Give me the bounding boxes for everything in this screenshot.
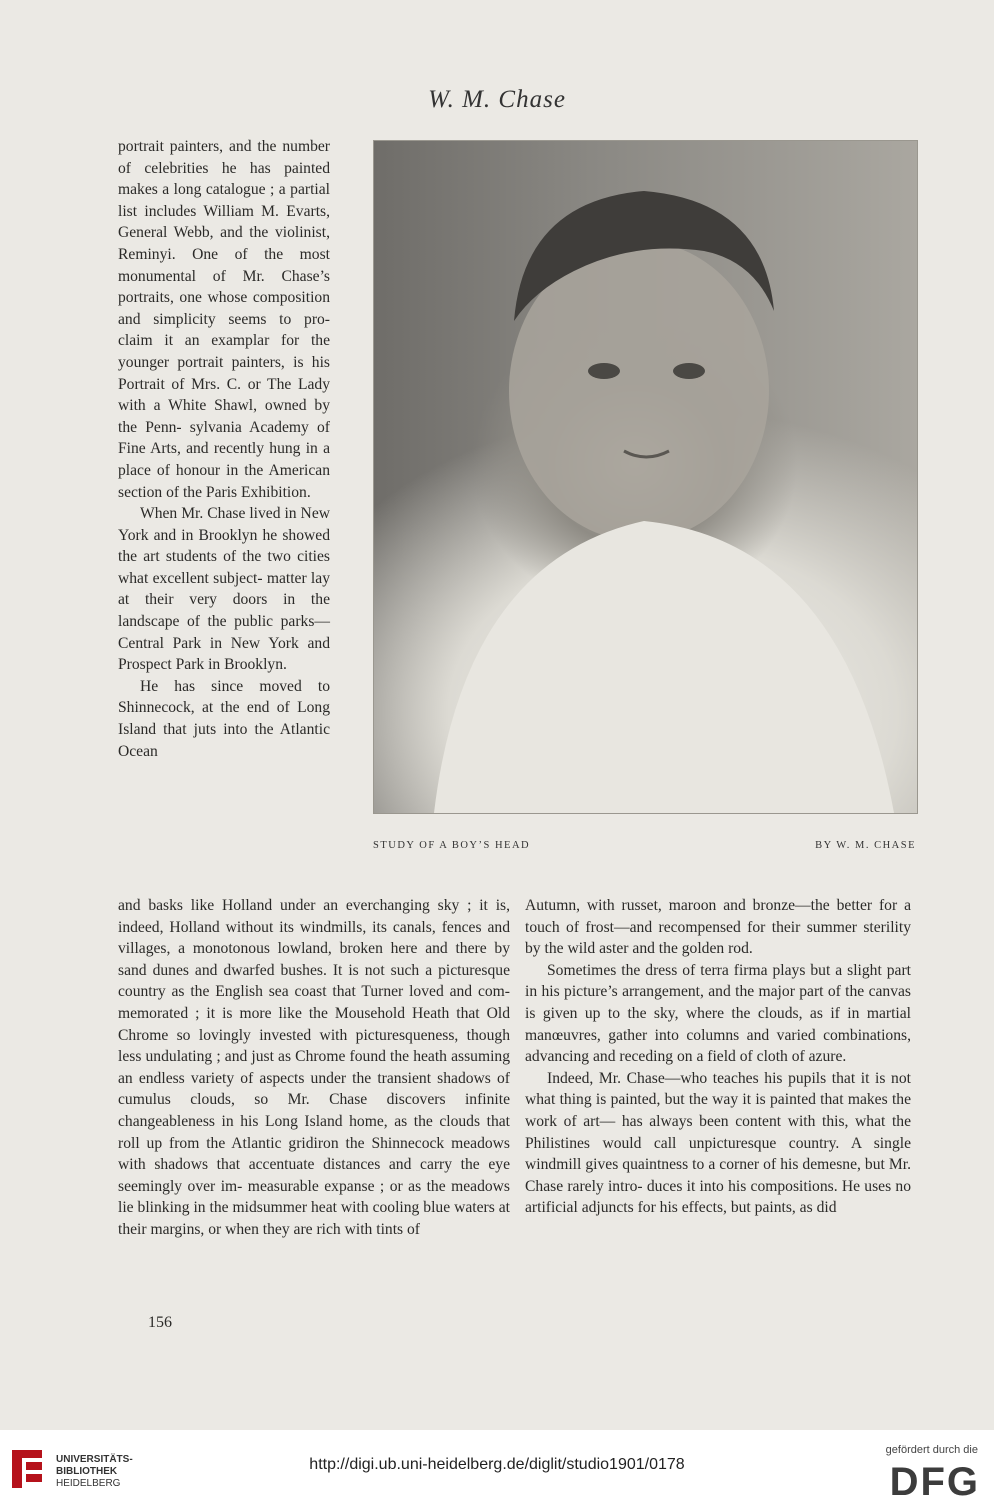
narrow-text-column — [118, 136, 330, 762]
paragraph: portrait painters, and the number of celebrities he has painted makes a long catalogue ; a partial list includes William M. Evarts, General Webb, and the violinist, Reminyi. One of the most monumental of Mr. Chase’s portraits, one whose composition and simplicity seems to pro- claim it an examplar for the younger portrait painters, is his Portrait of Mrs. C. or The Lady with a White Shawl, owned by the Penn- sylvania Academy of Fine Arts, and recently hung in a place of honour in the American section of the Paris Exhibition. — [118, 138, 330, 501]
footer-bar — [0, 1430, 994, 1508]
portrait-image — [373, 140, 918, 814]
figure-caption-title: STUDY OF A BOY’S HEAD — [373, 840, 531, 851]
page-number: 156 — [148, 1314, 172, 1331]
right-text-column — [525, 895, 911, 1219]
paragraph: Sometimes the dress of terra firma plays but a slight part in his picture’s arrangement, and the major part of the canvas is given up to the sky, where the clouds, as if in martial manœuvres, gather into columns and varied combinations, advancing and receding on a field of cloth of azure. — [525, 961, 911, 1066]
running-head: W. M. Chase — [428, 86, 566, 113]
paragraph: When Mr. Chase lived in New York and in Brooklyn he showed the art students of the two cities what excellent subject- matter lay at their very doors in the landscape of the public parks—Central Park in New York and Prospect Park in Brooklyn. — [118, 505, 330, 674]
funding-note: gefördert durch die — [885, 1444, 978, 1456]
paragraph: He has since moved to Shinnecock, at the end of Long Island that juts into the Atlantic Ocean — [118, 677, 330, 760]
paragraph: Autumn, with russet, maroon and bronze—the better for a touch of frost—and recompensed for their summer sterility by the wild aster and the golden rod. — [525, 897, 911, 958]
library-name-line: BIBLIOTHEK — [56, 1466, 118, 1477]
paragraph: Indeed, Mr. Chase—who teaches his pupils that it is not what thing is painted, but the way it is painted that makes the work of art— has always been content with this, what the Philistines would call unpicturesque country. A single windmill gives quaintness to a corner of his demesne, but Mr. Chase rarely intro- duces it into his compositions. He uses no artificial adjuncts for his effects, but paints, as did — [525, 1069, 911, 1217]
figure-caption-credit: BY W. M. CHASE — [815, 840, 916, 851]
paragraph: and basks like Holland under an everchanging sky ; it is, indeed, Holland without its windmills, its canals, fences and villages, a monotonous lowland, broken here and there by sand dunes and dwarfed bushes. It is not such a picturesque country as the English sea coast that Turner loved and com- memorated ; it is more like the Mousehold Heath that Old Chrome so lovingly invested with picturesqueness, though less undulating ; and just as Chrome found the heath assuming an endless variety of aspects under the transient shadows of cumulus clouds, so Mr. Chase discovers infinite changeableness in his Long Island home, as the clouds that roll up from the Atlantic gridiron the Shinnecock meadows with shadows that accentuate distances and carry the eye seemingly over im- measurable expanse ; or as the meadows lie blinking in the midsummer heat with cooling blue waters at their margins, or when they are rich with tints of — [118, 897, 510, 1238]
dfg-logo: DFG — [889, 1460, 980, 1504]
source-url-link[interactable]: http://digi.ub.uni-heidelberg.de/diglit/studio1901/0178 — [309, 1456, 685, 1473]
boy-portrait-illustration — [374, 141, 917, 813]
library-name-line: HEIDELBERG — [56, 1478, 121, 1489]
left-text-column — [118, 895, 510, 1241]
library-name-line: UNIVERSITÄTS- — [56, 1454, 133, 1465]
